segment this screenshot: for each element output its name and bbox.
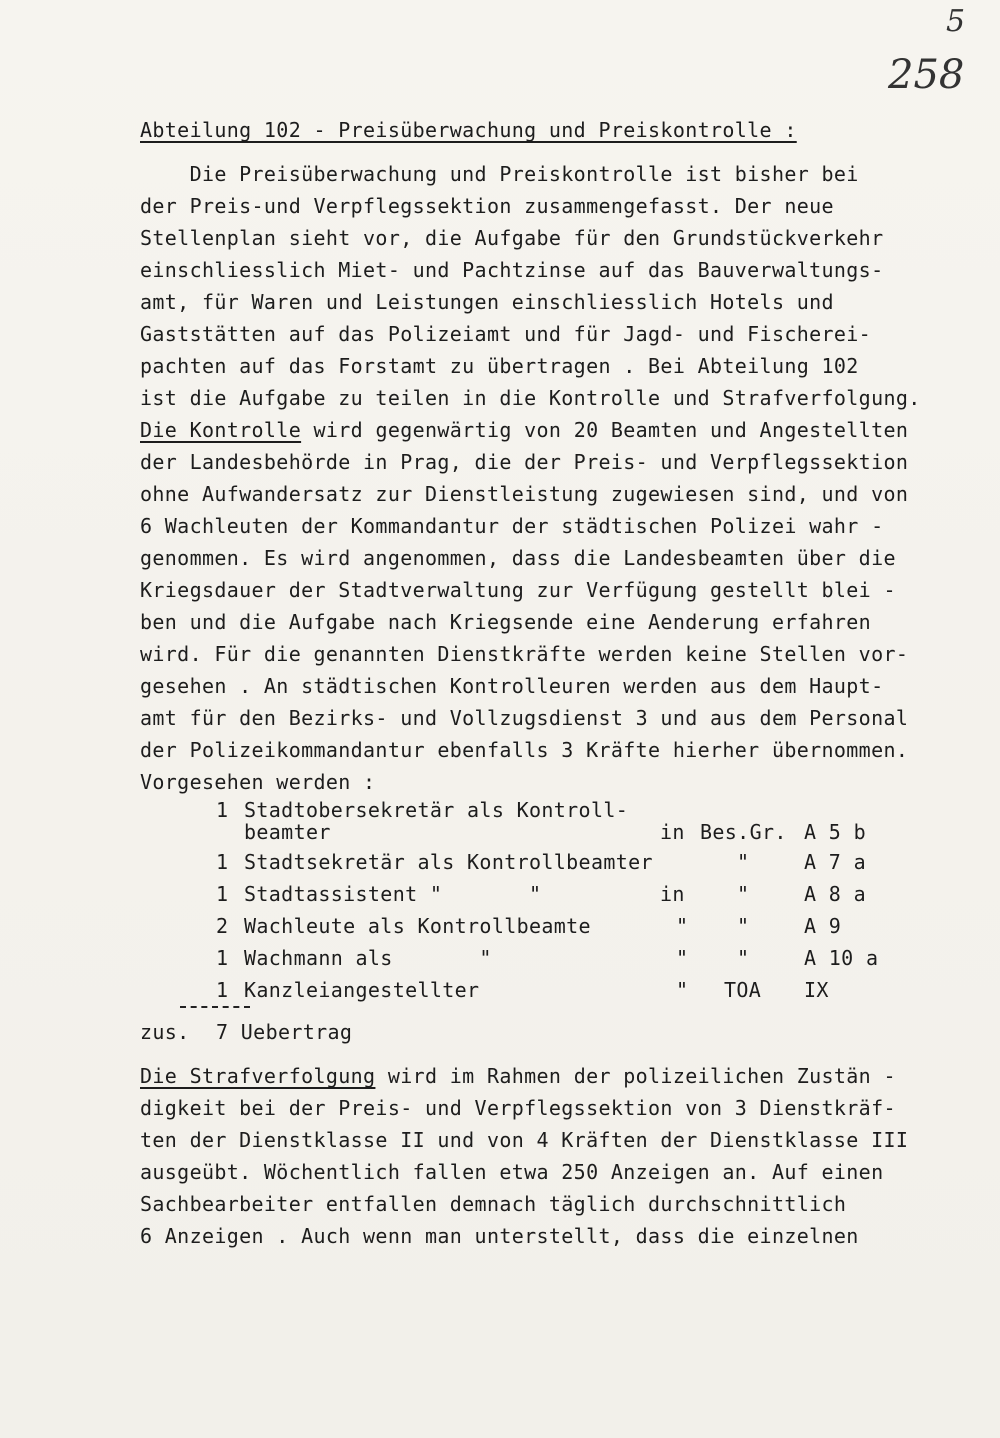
staff-in: in [660, 820, 685, 844]
staff-grade: A 8 a [804, 882, 866, 906]
para2-line: gesehen . An städtischen Kontrolleuren werden aus dem Haupt- [140, 674, 884, 698]
para2-line: Kriegsdauer der Stadtverwaltung zur Verfügung gestellt blei - [140, 578, 896, 602]
para2-line: der Polizeikommandantur ebenfalls 3 Kräfte hierher übernommen. [140, 738, 909, 762]
staff-group: Bes.Gr. [700, 820, 787, 844]
staff-group: TOA [724, 978, 762, 1002]
para1-line: amt, für Waren und Leistungen einschliesslich Hotels und [140, 290, 834, 314]
para2-line: amt für den Bezirks- und Vollzugsdienst 3 und aus dem Personal [140, 706, 909, 730]
para2-line: ohne Aufwandersatz zur Dienstleistung zugewiesen sind, und von [140, 482, 909, 506]
para3-first-line [140, 1064, 896, 1088]
para2-line: der Landesbehörde in Prag, die der Preis- und Verpflegssektion [140, 450, 909, 474]
staff-grade: A 10 a [804, 946, 879, 970]
staff-desc: Wachmann als " [244, 946, 492, 970]
staff-grade: A 5 b [804, 820, 866, 844]
para1-line: ist die Aufgabe zu teilen in die Kontrolle und Strafverfolgung. [140, 386, 921, 410]
para1-line: einschliesslich Miet- und Pachtzinse auf das Bauverwaltungs- [140, 258, 884, 282]
staff-count: 1 [216, 946, 229, 970]
staff-count: 1 [216, 882, 229, 906]
page-number-top: 5 [946, 4, 966, 39]
staff-group: " [737, 914, 750, 938]
staff-count: 1 [216, 978, 229, 1002]
para3-line: ausgeübt. Wöchentlich fallen etwa 250 Anzeigen an. Auf einen [140, 1160, 884, 1184]
para3-line: 6 Anzeigen . Auch wenn man unterstellt, dass die einzelnen [140, 1224, 859, 1248]
para2-line: Vorgesehen werden : [140, 770, 376, 794]
para1-line: Die Preisüberwachung und Preiskontrolle ist bisher bei [140, 162, 859, 186]
staff-desc: Wachleute als Kontrollbeamte [244, 914, 591, 938]
para1-line: der Preis-und Verpflegssektion zusammengefasst. Der neue [140, 194, 834, 218]
staff-group: " [737, 850, 750, 874]
staff-in: " [676, 978, 689, 1002]
para1-line: Stellenplan sieht vor, die Aufgabe für den Grundstückverkehr [140, 226, 884, 250]
para1-line: Gaststätten auf das Polizeiamt und für Jagd- und Fischerei- [140, 322, 872, 346]
total-carryover: 7 Uebertrag [216, 1020, 353, 1044]
para2-line: 6 Wachleuten der Kommandantur der städtischen Polizei wahr - [140, 514, 884, 538]
para2-lead: Die Kontrolle [140, 418, 302, 442]
staff-group: " [737, 946, 750, 970]
para2-line: genommen. Es wird angenommen, dass die Landesbeamten über die [140, 546, 896, 570]
staff-desc: Stadtobersekretär als Kontroll- [244, 798, 629, 822]
staff-in: " [676, 946, 689, 970]
para1-line: pachten auf das Forstamt zu übertragen . Bei Abteilung 102 [140, 354, 859, 378]
staff-desc: Kanzleiangestellter [244, 978, 480, 1002]
page-folio-number: 258 [888, 52, 965, 98]
para2-line: wird. Für die genannten Dienstkräfte werden keine Stellen vor- [140, 642, 909, 666]
para3-line: digkeit bei der Preis- und Verpflegssektion von 3 Dienstkräf- [140, 1096, 896, 1120]
para3-line: Sachbearbeiter entfallen demnach täglich durchschnittlich [140, 1192, 847, 1216]
total-prefix: zus. [140, 1020, 190, 1044]
staff-grade: A 9 [804, 914, 842, 938]
sum-divider [180, 1006, 250, 1008]
para3-lead: Die Strafverfolgung [140, 1064, 376, 1088]
para3-line: ten der Dienstklasse II und von 4 Kräften der Dienstklasse III [140, 1128, 909, 1152]
staff-desc: Stadtsekretär als Kontrollbeamter [244, 850, 653, 874]
staff-count: 1 [216, 850, 229, 874]
staff-in: in [660, 882, 685, 906]
staff-count: 1 [216, 798, 229, 822]
section-heading: Abteilung 102 - Preisüberwachung und Preiskontrolle : [140, 118, 797, 142]
staff-desc: beamter [244, 820, 331, 844]
staff-in: " [676, 914, 689, 938]
staff-count: 2 [216, 914, 229, 938]
para2-line: ben und die Aufgabe nach Kriegsende eine Aenderung erfahren [140, 610, 872, 634]
para2-first-rest: wird gegenwärtig von 20 Beamten und Angestellten [301, 418, 909, 442]
para3-first-rest: wird im Rahmen der polizeilichen Zustän - [375, 1064, 896, 1088]
staff-group: " [737, 882, 750, 906]
staff-desc: Stadtassistent " " [244, 882, 542, 906]
staff-grade: IX [804, 978, 829, 1002]
staff-grade: A 7 a [804, 850, 866, 874]
para2-first-line [140, 418, 908, 442]
